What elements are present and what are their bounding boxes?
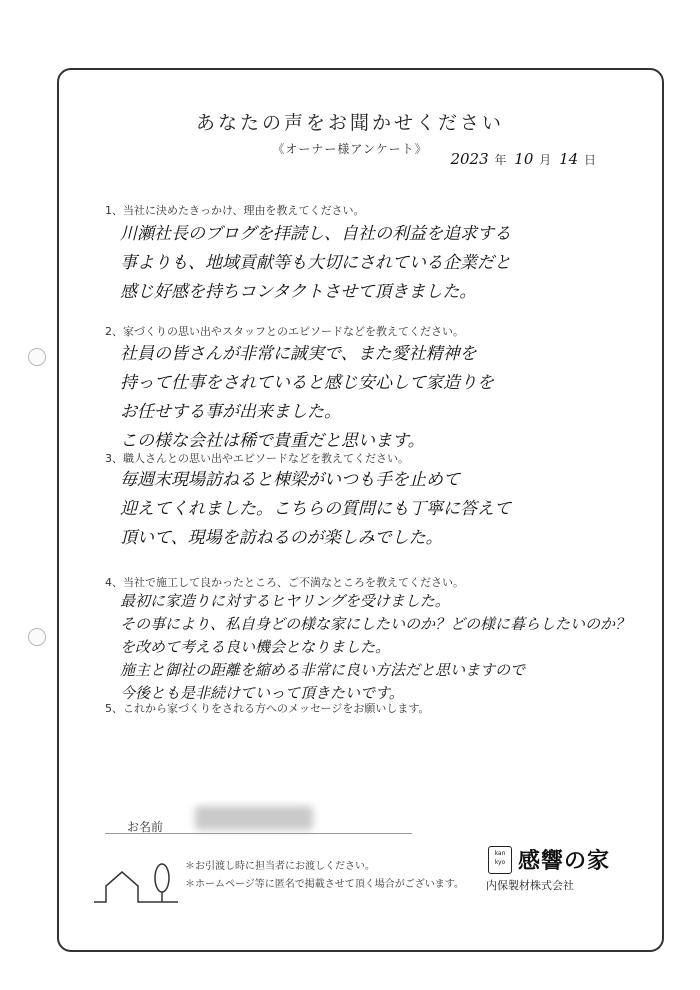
answer-1-line: 川瀬社長のブログを拝読し、自社の利益を追求する [120, 224, 511, 244]
logo-text: 感響の家 [518, 848, 611, 874]
answer-1-line: 感じ好感を持ちコンタクトさせて頂きました。 [120, 282, 477, 302]
date-year-unit: 年 [494, 153, 507, 167]
punch-hole-bottom [28, 628, 46, 646]
notice-anonymous: ＊ホームページ等に匿名で掲載させて頂く場合がございます。 [185, 879, 464, 890]
answer-3-line: 毎週末現場訪ねると棟梁がいつも手を止めて [120, 470, 460, 490]
question-1-label: 1、当社に決めたきっかけ、理由を教えてください。 [105, 204, 365, 217]
date-day-unit: 日 [583, 153, 596, 167]
date-day: 14 [559, 150, 579, 168]
answer-1 [120, 220, 511, 307]
page-title: あなたの声をお聞かせください [195, 112, 504, 134]
question-4-label: 4、当社で施工して良かったところ、ご不満なところを教えてください。 [105, 576, 464, 589]
answer-4-line: 施主と御社の距離を縮める非常に良い方法だと思いますので [120, 661, 526, 679]
house-icon [92, 858, 182, 908]
name-label: お名前 [127, 820, 164, 834]
date-field [450, 150, 600, 168]
punch-hole-top [28, 348, 46, 366]
answer-3-line: 迎えてくれました。こちらの質問にも丁寧に答えて [120, 499, 511, 519]
answer-4-line: その事により、私自身どの様な家にしたいのか？どの様に暮らしたいのか？ [120, 615, 631, 633]
company-name: 内保製材株式会社 [486, 879, 574, 892]
question-3-label: 3、職人さんとの思い出やエピソードなどを教えてください。 [105, 452, 409, 465]
answer-4-line: 今後とも是非続けていって頂きたいです。 [120, 684, 404, 702]
answer-4-line: を改めて考える良い機会となりました。 [120, 638, 391, 656]
answer-4-line: 最初に家造りに対するヒヤリングを受けました。 [120, 592, 450, 610]
answer-2-line: お任せする事が出来ました。 [120, 402, 341, 422]
answer-4 [120, 590, 630, 705]
answer-2 [120, 340, 494, 456]
notice-handover: ＊お引渡し時に担当者にお渡しください。 [185, 861, 375, 872]
answer-2-line: 社員の皆さんが非常に誠実で、また愛社精神を [120, 344, 477, 364]
logo-mark-icon: kan kyo [488, 846, 512, 874]
name-redacted [195, 806, 313, 830]
question-2-label: 2、家づくりの思い出やスタッフとのエピソードなどを教えてください。 [105, 325, 464, 338]
answer-3-line: 頂いて、現場を訪ねるのが楽しみでした。 [120, 528, 443, 548]
question-5-label: 5、これから家づくりをされる方へのメッセージをお願いします。 [105, 702, 430, 715]
answer-2-line: 持って仕事をされていると感じ安心して家造りを [120, 373, 494, 393]
answer-2-line: この様な会社は稀で貴重だと思います。 [120, 431, 425, 451]
answer-3 [120, 466, 511, 553]
date-year: 2023 [450, 150, 489, 168]
answer-1-line: 事よりも、地域貢献等も大切にされている企業だと [120, 253, 511, 273]
company-logo [488, 844, 610, 875]
page-subtitle: 《オーナー様アンケート》 [272, 142, 428, 156]
date-month-unit: 月 [539, 153, 552, 167]
name-underline [105, 833, 412, 834]
date-month: 10 [514, 150, 534, 168]
